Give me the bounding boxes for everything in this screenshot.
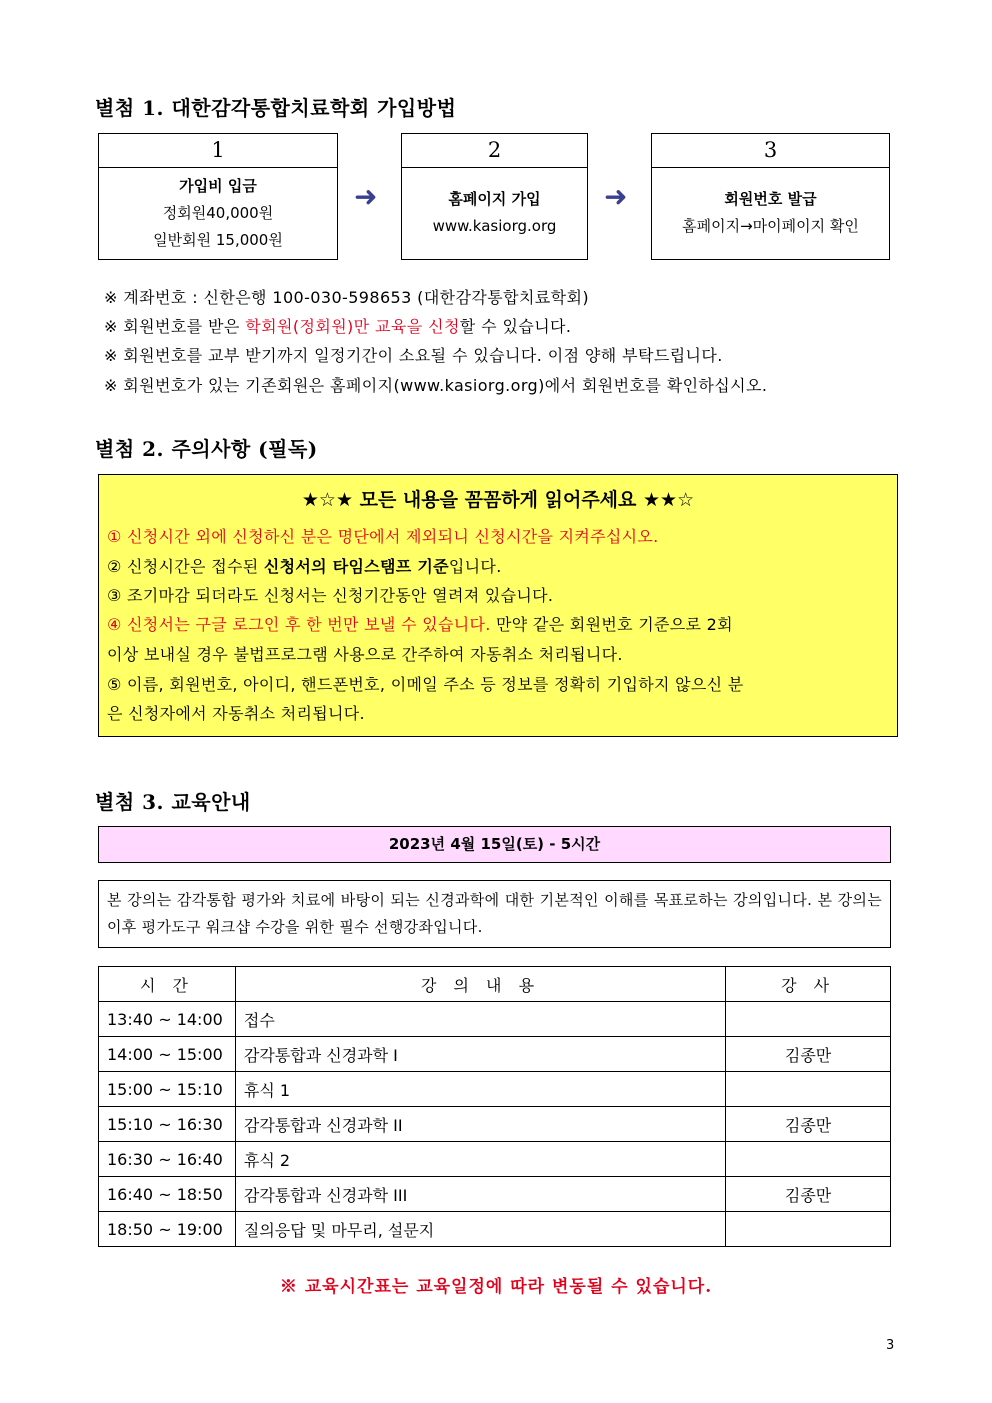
step2-line2: www.kasiorg.org (432, 217, 557, 235)
step2-title: 홈페이지 가입 (448, 190, 541, 208)
warning-title: ★☆★ 모든 내용을 꼼꼼하게 읽어주세요 ★★☆ (301, 489, 695, 511)
section2-heading: 별첨 2. 주의사항 (필독) (95, 437, 318, 461)
note-existing: ※ 회원번호가 있는 기존회원은 홈페이지(www.kasiorg.org)에서 회원번호를 확인하십시오. (104, 376, 768, 395)
page-number: 3 (886, 1338, 895, 1353)
row-time: 15:00 ~ 15:10 (99, 1072, 236, 1107)
row-time: 14:00 ~ 15:00 (99, 1037, 236, 1072)
header-time: 시 간 (99, 967, 236, 1002)
row-content: 휴식 2 (235, 1142, 725, 1177)
row-content: 감각통합과 신경과학 II (235, 1107, 725, 1142)
section1-heading: 별첨 1. 대한감각통합치료학회 가입방법 (95, 96, 457, 120)
table-row (99, 1212, 891, 1247)
header-lecturer: 강 사 (726, 967, 891, 1002)
schedule-table (98, 966, 891, 1247)
row-content: 질의응답 및 마무리, 설문지 (235, 1212, 725, 1247)
warning-item-4-cont: 이상 보내실 경우 불법프로그램 사용으로 간주하여 자동취소 처리됩니다. (107, 645, 623, 664)
table-header-row (99, 967, 891, 1002)
step1-box (98, 167, 338, 260)
row-time: 13:40 ~ 14:00 (99, 1002, 236, 1037)
step1-line2: 정회원40,000원 (162, 203, 274, 222)
table-row (99, 1177, 891, 1212)
step3-number: 3 (651, 133, 890, 168)
table-row (99, 1002, 891, 1037)
warning-bold: 신청서의 타임스탬프 기준 (263, 557, 449, 576)
row-lecturer: 김종만 (726, 1177, 891, 1212)
step1-line3: 일반회원 15,000원 (153, 230, 283, 249)
table-row (99, 1107, 891, 1142)
row-lecturer: 김종만 (726, 1037, 891, 1072)
arrow-icon: ➜ (354, 180, 378, 213)
warning-text: 입니다. (448, 557, 502, 576)
arrow-icon: ➜ (604, 180, 628, 213)
row-lecturer (726, 1142, 891, 1177)
step1-number: 1 (98, 133, 338, 168)
step3-line2: 홈페이지→마이페이지 확인 (682, 217, 859, 235)
row-content: 감각통합과 신경과학 I (235, 1037, 725, 1072)
row-content: 접수 (235, 1002, 725, 1037)
row-lecturer (726, 1072, 891, 1107)
note-text: 할 수 있습니다. (459, 317, 572, 336)
warning-box (98, 474, 898, 737)
table-row (99, 1037, 891, 1072)
course-intro: 본 강의는 감각통합 평가와 치료에 바탕이 되는 신경과학에 대한 기본적인 이해를 목표로하는 강의입니다. 본 강의는 이후 평가도구 워크샵 수강을 위한 필수 선행강좌입니다. (98, 880, 891, 948)
warning-red: ④ 신청서는 구글 로그인 후 한 번만 보낼 수 있습니다. (107, 615, 491, 634)
step3-title: 회원번호 발급 (724, 190, 817, 208)
course-date: 2023년 4월 15일(토) - 5시간 (98, 826, 891, 863)
table-row (99, 1072, 891, 1107)
note-text: ※ 회원번호를 받은 (104, 317, 246, 336)
warning-text: ② 신청시간은 접수된 (107, 557, 264, 576)
warning-item-5-cont: 은 신청자에서 자동취소 처리됩니다. (107, 704, 365, 723)
note-highlight: 학회원(정회원)만 교육을 신청 (245, 317, 460, 336)
row-content: 감각통합과 신경과학 III (235, 1177, 725, 1212)
row-time: 16:30 ~ 16:40 (99, 1142, 236, 1177)
row-content: 휴식 1 (235, 1072, 725, 1107)
warning-item-2 (107, 552, 887, 582)
warning-text: 만약 같은 회원번호 기준으로 2회 (490, 615, 733, 634)
warning-item-5: ⑤ 이름, 회원번호, 아이디, 핸드폰번호, 이메일 주소 등 정보를 정확히 기입하지 않으신 분 (107, 675, 744, 694)
schedule-change-note: ※ 교육시간표는 교육일정에 따라 변동될 수 있습니다. (279, 1277, 713, 1297)
row-lecturer: 김종만 (726, 1107, 891, 1142)
row-time: 16:40 ~ 18:50 (99, 1177, 236, 1212)
section3-heading: 별첨 3. 교육안내 (95, 790, 251, 814)
warning-item-3: ③ 조기마감 되더라도 신청서는 신청기간동안 열려져 있습니다. (107, 586, 554, 605)
note-delay: ※ 회원번호를 교부 받기까지 일정기간이 소요될 수 있습니다. 이점 양해 부탁드립니다. (104, 346, 723, 365)
step2-number: 2 (401, 133, 588, 168)
row-time: 15:10 ~ 16:30 (99, 1107, 236, 1142)
note-member-only (104, 317, 571, 337)
table-row (99, 1142, 891, 1177)
warning-item-4 (107, 610, 887, 640)
row-time: 18:50 ~ 19:00 (99, 1212, 236, 1247)
header-content: 강 의 내 용 (235, 967, 725, 1002)
step3-box (651, 167, 890, 260)
row-lecturer (726, 1002, 891, 1037)
row-lecturer (726, 1212, 891, 1247)
note-account: ※ 계좌번호 : 신한은행 100-030-598653 (대한감각통합치료학회) (104, 288, 590, 307)
step2-box (401, 167, 588, 260)
step1-title: 가입비 입금 (179, 176, 257, 195)
warning-item-1: ① 신청시간 외에 신청하신 분은 명단에서 제외되니 신청시간을 지켜주십시오. (107, 527, 659, 546)
